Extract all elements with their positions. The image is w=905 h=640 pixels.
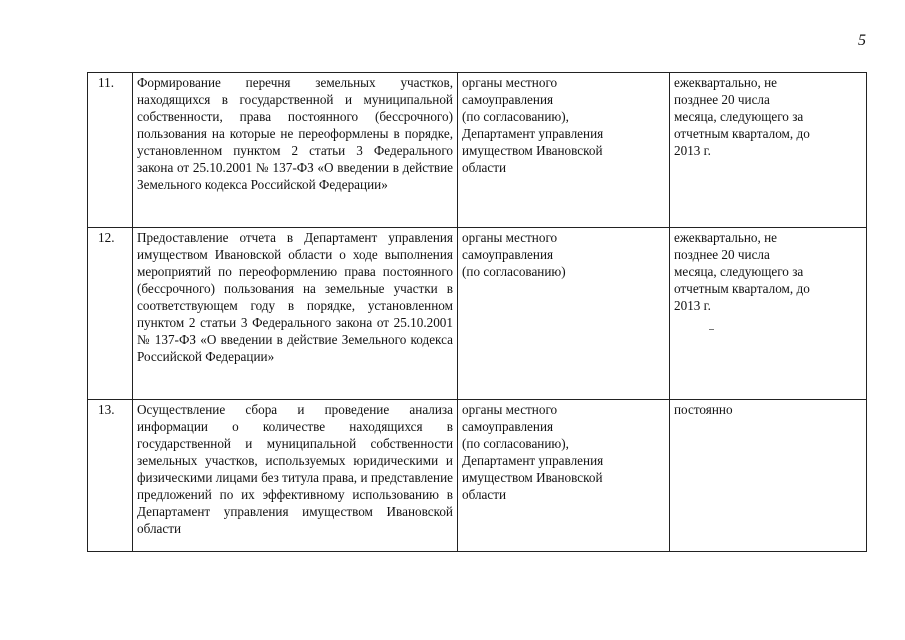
executor-line: самоуправления: [462, 92, 554, 107]
term-line: позднее 20 числа: [674, 92, 770, 107]
executor-line: Департамент управления: [462, 126, 604, 141]
executors-cell: [458, 228, 670, 400]
executor-line: органы местного: [462, 75, 558, 90]
measures-table: [87, 72, 867, 552]
executor-line: органы местного: [462, 402, 558, 417]
executor-line: Департамент управления: [462, 453, 604, 468]
executor-line: самоуправления: [462, 247, 554, 262]
term-cell: [670, 400, 867, 552]
executors-cell: [458, 73, 670, 228]
measure-description: Осуществление сбора и проведение анализа информации о количестве находящихся в государственной и муниципальной собственности земельных участков, используемых юридическими и физическими лицами без титула права, и представление предложений по их эффективному использованию в Департамент управления имуществом Ивановской области: [133, 400, 458, 552]
executors-cell: [458, 400, 670, 552]
row-number: 13.: [88, 400, 133, 552]
term-line: 2013 г.: [674, 143, 711, 158]
term-line: отчетным кварталом, до: [674, 281, 810, 296]
term-line: ежеквартально, не: [674, 75, 778, 90]
table-row: [88, 400, 867, 552]
term-cell: [670, 73, 867, 228]
term-line: отчетным кварталом, до: [674, 126, 810, 141]
term-line: месяца, следующего за: [674, 264, 804, 279]
scan-speck: [709, 329, 714, 330]
measure-description: Предоставление отчета в Департамент управления имуществом Ивановской области о ходе выполнения мероприятий по переоформлению права постоянного (бессрочного) пользования на земельные участки в соответствующем году в порядке, установленном пунктом 2 статьи 3 Федерального закона от 25.10.2001 № 137-ФЗ «О введении в действие Земельного кодекса Российской Федерации»: [133, 228, 458, 400]
term-cell: [670, 228, 867, 400]
executor-line: области: [462, 160, 507, 175]
page-number: 5: [858, 32, 866, 49]
term-line: 2013 г.: [674, 298, 711, 313]
term-line: ежеквартально, не: [674, 230, 778, 245]
term-line: постоянно: [674, 402, 733, 417]
table-row: [88, 73, 867, 228]
executor-line: имуществом Ивановской: [462, 470, 603, 485]
term-line: позднее 20 числа: [674, 247, 770, 262]
term-line: месяца, следующего за: [674, 109, 804, 124]
executor-line: самоуправления: [462, 419, 554, 434]
row-number: 11.: [88, 73, 133, 228]
executor-line: области: [462, 487, 507, 502]
executor-line: имуществом Ивановской: [462, 143, 603, 158]
executor-line: (по согласованию): [462, 264, 566, 279]
row-number: 12.: [88, 228, 133, 400]
measure-description: Формирование перечня земельных участков, находящихся в государственной и муниципальной собственности, права постоянного (бессрочного) пользования на которые не переоформлены в порядке, установленном пунктом 2 статьи 3 Федерального закона от 25.10.2001 № 137-ФЗ «О введении в действие Земельного кодекса Российской Федерации»: [133, 73, 458, 228]
executor-line: органы местного: [462, 230, 558, 245]
executor-line: (по согласованию),: [462, 436, 569, 451]
executor-line: (по согласованию),: [462, 109, 569, 124]
table-row: [88, 228, 867, 400]
